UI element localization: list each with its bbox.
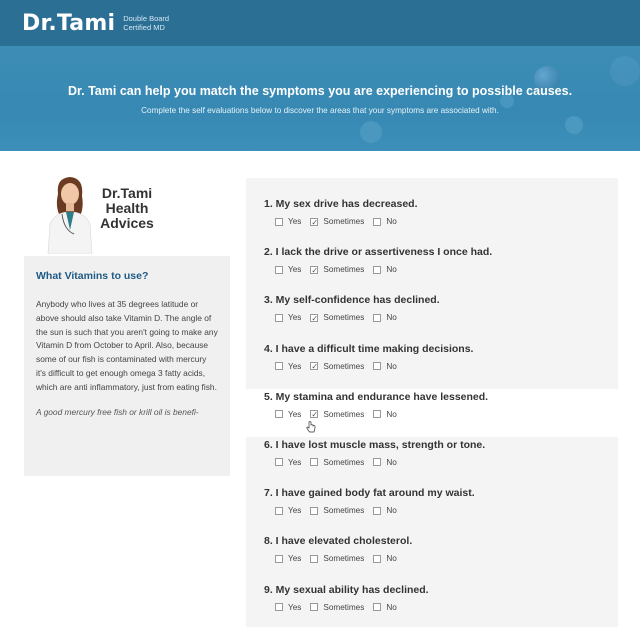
checkbox[interactable] [373,507,381,515]
answer-option-no[interactable] [373,362,396,371]
hero-title: Dr. Tami can help you match the symptoms you are experiencing to possible causes. [67,84,573,98]
checkbox[interactable] [310,458,318,466]
self-evaluation-form [246,178,618,627]
hero-banner [0,46,640,151]
option-label: No [386,602,397,612]
option-label: Yes [288,217,302,226]
option-label: Yes [288,602,302,612]
answer-option-no[interactable] [373,313,396,322]
option-label: Sometimes [323,554,365,564]
answer-option-sometimes[interactable] [310,362,364,371]
option-label: Sometimes [323,217,365,226]
answer-option-no[interactable] [373,554,396,563]
answer-options [264,362,618,371]
question-item [246,244,618,292]
option-label: Yes [288,265,302,275]
answer-option-sometimes[interactable] [310,458,364,467]
answer-option-yes[interactable] [275,313,301,322]
option-label: Yes [288,361,302,371]
checkbox[interactable] [310,555,318,563]
answer-option-yes[interactable] [275,506,301,515]
option-label: Yes [288,554,302,564]
answer-option-sometimes[interactable] [310,217,364,226]
decor-bubble [360,121,382,143]
checkbox[interactable] [310,266,318,274]
checkbox[interactable] [373,218,381,226]
option-label: Sometimes [323,313,365,323]
checkbox[interactable] [275,507,283,515]
advice-body: Anybody who lives at 35 degrees latitude or above should also take Vitamin D. The angle of the sun is such that you aren't going to make any Vitamin D from October to April. Also, because some of our fish is contaminated with mercury it's difficult to get enough omega 3 fatty acids, which are anti inflammatory, just from eating fish. [36,299,218,392]
answer-option-no[interactable] [373,603,396,612]
question-text: 9. My sexual ability has declined. [264,583,429,596]
question-text: 5. My stamina and endurance have lessened. [264,390,489,403]
option-label: Yes [288,313,302,323]
answer-options [264,603,618,612]
option-label: Yes [288,409,302,419]
answer-option-sometimes[interactable] [310,506,364,515]
option-label: Sometimes [323,506,365,516]
option-label: No [386,506,397,516]
checkbox[interactable] [310,603,318,611]
answer-option-yes[interactable] [275,410,301,419]
answer-options [264,506,618,515]
question-item [246,582,618,630]
profile-name: Dr.Tami Health Advices [100,185,154,231]
answer-option-sometimes[interactable] [310,313,364,322]
question-item [246,196,618,244]
checkbox[interactable] [373,362,381,370]
profile-card [36,172,236,252]
hero-subtitle: Complete the self evaluations below to discover the areas that your symptoms are associated with. [141,106,499,115]
answer-option-sometimes[interactable] [310,410,364,419]
answer-option-no[interactable] [373,458,396,467]
checkbox[interactable] [373,603,381,611]
answer-options [264,217,618,226]
question-text: 1. My sex drive has decreased. [264,198,418,210]
question-text: 8. I have elevated cholesterol. [264,535,413,548]
answer-options [264,410,630,419]
decor-bubble [565,116,583,134]
checkbox[interactable] [310,218,318,226]
answer-option-no[interactable] [373,410,396,419]
question-text: 2. I lack the drive or assertiveness I once had. [264,246,493,259]
question-text: 3. My self-confidence has declined. [264,294,440,307]
doctor-avatar [44,174,96,254]
advice-tail: A good mercury free fish or krill oil is benefi- [36,406,199,417]
question-item [246,437,618,485]
checkbox[interactable] [275,458,283,466]
checkbox[interactable] [275,266,283,274]
decor-bubble [610,56,640,86]
question-text: 4. I have a difficult time making decisions. [264,342,474,355]
advice-title[interactable]: What Vitamins to use? [36,270,149,282]
top-bar [0,0,640,46]
checkbox[interactable] [310,362,318,370]
answer-option-yes[interactable] [275,217,301,226]
checkbox[interactable] [373,458,381,466]
question-item [246,533,618,581]
option-label: Sometimes [323,457,365,467]
checkbox[interactable] [275,362,283,370]
checkbox[interactable] [310,314,318,322]
question-text: 6. I have lost muscle mass, strength or tone. [264,438,486,451]
checkbox[interactable] [373,555,381,563]
answer-option-yes[interactable] [275,603,301,612]
answer-option-sometimes[interactable] [310,554,364,563]
checkbox[interactable] [373,410,381,418]
option-label: No [386,554,397,564]
checkbox[interactable] [275,555,283,563]
checkbox[interactable] [275,603,283,611]
option-label: No [386,217,397,226]
advice-panel [24,256,230,476]
option-label: No [386,361,397,371]
answer-option-sometimes[interactable] [310,603,364,612]
answer-option-sometimes[interactable] [310,265,364,274]
hand-cursor-icon [306,421,316,433]
option-label: Sometimes [323,602,365,612]
checkbox[interactable] [373,266,381,274]
option-label: Sometimes [323,361,365,371]
checkbox[interactable] [310,507,318,515]
question-item [246,292,618,340]
checkbox[interactable] [373,314,381,322]
option-label: No [386,313,397,323]
answer-option-yes[interactable] [275,265,301,274]
question-item [246,485,618,533]
brand-subtitle: Double Board Certified MD [123,14,170,32]
answer-options [264,313,618,322]
answer-option-yes[interactable] [275,554,301,563]
answer-option-yes[interactable] [275,458,301,467]
question-item [246,341,618,389]
question-item [240,389,630,437]
question-text: 7. I have gained body fat around my waist. [264,487,475,500]
checkbox[interactable] [275,314,283,322]
answer-option-no[interactable] [373,217,396,226]
checkbox[interactable] [275,218,283,226]
answer-option-yes[interactable] [275,362,301,371]
answer-options [264,458,618,467]
option-label: No [386,457,397,467]
brand-logo[interactable]: Dr.Tami [22,10,116,36]
answer-option-no[interactable] [373,506,396,515]
option-label: No [386,265,397,275]
option-label: Sometimes [323,265,365,275]
checkbox[interactable] [275,410,283,418]
answer-options [264,554,618,563]
answer-option-no[interactable] [373,265,396,274]
option-label: Yes [288,457,302,467]
option-label: Yes [288,506,302,516]
answer-options [264,265,618,274]
option-label: No [386,409,397,419]
option-label: Sometimes [323,409,365,419]
checkbox[interactable] [310,410,318,418]
